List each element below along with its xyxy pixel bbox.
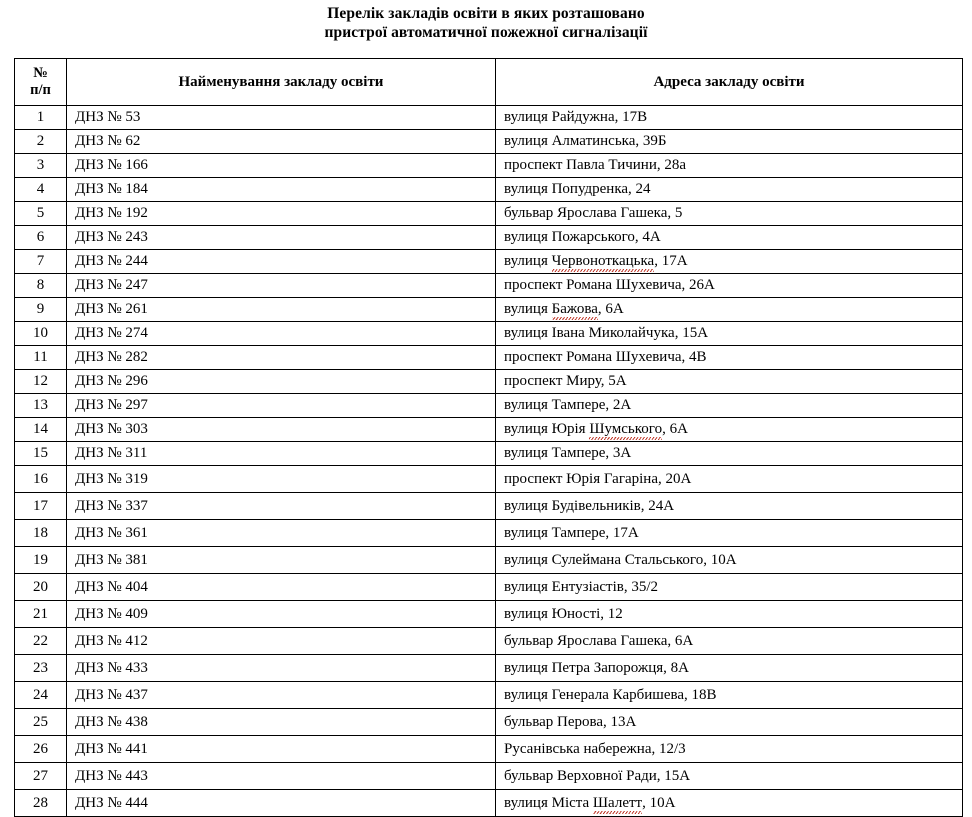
institution-name-cell: ДНЗ № 244	[67, 250, 496, 274]
address-text: , 6А	[662, 421, 688, 437]
table-row	[15, 628, 963, 655]
row-number-cell: 24	[15, 682, 67, 709]
table-row	[15, 574, 963, 601]
table-row	[15, 322, 963, 346]
table-row	[15, 736, 963, 763]
table-row	[15, 655, 963, 682]
institution-address-cell: вулиця Алматинська, 39Б	[496, 130, 963, 154]
spellcheck-underline: Шумського	[589, 421, 663, 437]
row-number-cell: 1	[15, 106, 67, 130]
table-row	[15, 547, 963, 574]
institution-name-cell: ДНЗ № 404	[67, 574, 496, 601]
table-body	[15, 106, 963, 817]
table-row	[15, 202, 963, 226]
page-title	[0, 0, 972, 42]
page-title-line-1: Перелік закладів освіти в яких розташовано	[327, 5, 645, 22]
institution-address-cell: бульвар Ярослава Гашека, 5	[496, 202, 963, 226]
institution-name-cell: ДНЗ № 261	[67, 298, 496, 322]
institution-address-cell: вулиця Юності, 12	[496, 601, 963, 628]
table-row	[15, 790, 963, 817]
table-row	[15, 682, 963, 709]
institution-address-cell: вулиця Генерала Карбишева, 18В	[496, 682, 963, 709]
row-number-cell: 28	[15, 790, 67, 817]
institution-name-cell: ДНЗ № 361	[67, 520, 496, 547]
row-number-cell: 25	[15, 709, 67, 736]
institution-address-cell: вулиця Тампере, 3А	[496, 442, 963, 466]
table-row	[15, 106, 963, 130]
institution-name-cell: ДНЗ № 409	[67, 601, 496, 628]
institution-name-cell: ДНЗ № 297	[67, 394, 496, 418]
institution-address-cell: проспект Романа Шухевича, 4В	[496, 346, 963, 370]
institution-name-cell: ДНЗ № 296	[67, 370, 496, 394]
institution-address-cell: проспект Миру, 5А	[496, 370, 963, 394]
address-text: вулиця	[504, 301, 552, 317]
address-text: вулиця Юрія	[504, 421, 590, 437]
table-header	[15, 59, 963, 106]
row-number-cell: 7	[15, 250, 67, 274]
institution-name-cell: ДНЗ № 303	[67, 418, 496, 442]
row-number-cell: 19	[15, 547, 67, 574]
institution-name-cell: ДНЗ № 443	[67, 763, 496, 790]
institutions-table-container	[14, 58, 962, 817]
institution-address-cell: вулиця Попудренка, 24	[496, 178, 963, 202]
table-row	[15, 298, 963, 322]
table-row	[15, 709, 963, 736]
institution-address-cell	[496, 250, 963, 274]
table-row	[15, 466, 963, 493]
address-text: , 17А	[654, 253, 688, 269]
institution-address-cell: Русанівська набережна, 12/3	[496, 736, 963, 763]
row-number-cell: 5	[15, 202, 67, 226]
institution-address-cell: проспект Юрія Гагаріна, 20А	[496, 466, 963, 493]
table-row	[15, 346, 963, 370]
row-number-cell: 18	[15, 520, 67, 547]
institution-name-cell: ДНЗ № 319	[67, 466, 496, 493]
institution-address-cell: бульвар Ярослава Гашека, 6А	[496, 628, 963, 655]
column-header-number-line2: п/п	[30, 82, 51, 98]
institution-name-cell: ДНЗ № 166	[67, 154, 496, 178]
institution-address-cell: вулиця Петра Запорожця, 8А	[496, 655, 963, 682]
table-row	[15, 763, 963, 790]
row-number-cell: 14	[15, 418, 67, 442]
institution-address-cell: вулиця Тампере, 17А	[496, 520, 963, 547]
row-number-cell: 11	[15, 346, 67, 370]
institution-address-cell	[496, 298, 963, 322]
row-number-cell: 13	[15, 394, 67, 418]
institution-name-cell: ДНЗ № 437	[67, 682, 496, 709]
table-row	[15, 601, 963, 628]
row-number-cell: 4	[15, 178, 67, 202]
institution-name-cell: ДНЗ № 274	[67, 322, 496, 346]
table-row	[15, 442, 963, 466]
institution-name-cell: ДНЗ № 192	[67, 202, 496, 226]
column-header-number	[15, 59, 67, 106]
institution-name-cell: ДНЗ № 444	[67, 790, 496, 817]
institution-address-cell: вулиця Тампере, 2А	[496, 394, 963, 418]
spellcheck-underline: Шалетт	[592, 794, 643, 811]
row-number-cell: 21	[15, 601, 67, 628]
row-number-cell: 22	[15, 628, 67, 655]
institution-address-cell: проспект Павла Тичини, 28а	[496, 154, 963, 178]
row-number-cell: 27	[15, 763, 67, 790]
row-number-cell: 8	[15, 274, 67, 298]
institution-name-cell: ДНЗ № 53	[67, 106, 496, 130]
row-number-cell: 9	[15, 298, 67, 322]
table-row	[15, 274, 963, 298]
table-row	[15, 250, 963, 274]
table-row	[15, 130, 963, 154]
institution-address-cell: бульвар Верховної Ради, 15А	[496, 763, 963, 790]
spellcheck-underline: Червоноткацька	[551, 253, 655, 269]
institution-address-cell	[496, 418, 963, 442]
column-header-institution-name: Найменування закладу освіти	[67, 59, 496, 106]
table-row	[15, 418, 963, 442]
address-text: вулиця	[504, 253, 552, 269]
address-text: вулиця Міста	[504, 794, 593, 811]
institutions-table	[14, 58, 963, 817]
institution-address-cell: бульвар Перова, 13А	[496, 709, 963, 736]
table-row	[15, 394, 963, 418]
column-header-number-line1: №	[33, 65, 48, 81]
institution-address-cell: вулиця Івана Миколайчука, 15А	[496, 322, 963, 346]
row-number-cell: 2	[15, 130, 67, 154]
row-number-cell: 16	[15, 466, 67, 493]
institution-name-cell: ДНЗ № 184	[67, 178, 496, 202]
row-number-cell: 26	[15, 736, 67, 763]
institution-address-cell: вулиця Сулеймана Стальського, 10А	[496, 547, 963, 574]
row-number-cell: 15	[15, 442, 67, 466]
table-row	[15, 493, 963, 520]
row-number-cell: 6	[15, 226, 67, 250]
institution-address-cell: вулиця Будівельників, 24А	[496, 493, 963, 520]
institution-name-cell: ДНЗ № 62	[67, 130, 496, 154]
institution-address-cell: вулиця Пожарського, 4А	[496, 226, 963, 250]
address-text: , 6А	[597, 301, 624, 317]
institution-name-cell: ДНЗ № 337	[67, 493, 496, 520]
institution-name-cell: ДНЗ № 412	[67, 628, 496, 655]
column-header-institution-address: Адреса закладу освіти	[496, 59, 963, 106]
institution-address-cell: вулиця Райдужна, 17В	[496, 106, 963, 130]
institution-address-cell: вулиця Ентузіастів, 35/2	[496, 574, 963, 601]
table-row	[15, 520, 963, 547]
institution-name-cell: ДНЗ № 282	[67, 346, 496, 370]
institution-address-cell: проспект Романа Шухевича, 26А	[496, 274, 963, 298]
spellcheck-underline: Бажова	[551, 301, 598, 317]
address-text: , 10А	[642, 794, 676, 811]
row-number-cell: 12	[15, 370, 67, 394]
table-row	[15, 226, 963, 250]
institution-name-cell: ДНЗ № 311	[67, 442, 496, 466]
institution-name-cell: ДНЗ № 381	[67, 547, 496, 574]
page-title-line-2: пристрої автоматичної пожежної сигналізації	[324, 24, 648, 41]
table-row	[15, 178, 963, 202]
table-header-row	[15, 59, 963, 106]
row-number-cell: 17	[15, 493, 67, 520]
row-number-cell: 23	[15, 655, 67, 682]
row-number-cell: 3	[15, 154, 67, 178]
row-number-cell: 20	[15, 574, 67, 601]
institution-address-cell	[496, 790, 963, 817]
institution-name-cell: ДНЗ № 247	[67, 274, 496, 298]
institution-name-cell: ДНЗ № 433	[67, 655, 496, 682]
institution-name-cell: ДНЗ № 243	[67, 226, 496, 250]
institution-name-cell: ДНЗ № 438	[67, 709, 496, 736]
table-row	[15, 154, 963, 178]
row-number-cell: 10	[15, 322, 67, 346]
institution-name-cell: ДНЗ № 441	[67, 736, 496, 763]
table-row	[15, 370, 963, 394]
